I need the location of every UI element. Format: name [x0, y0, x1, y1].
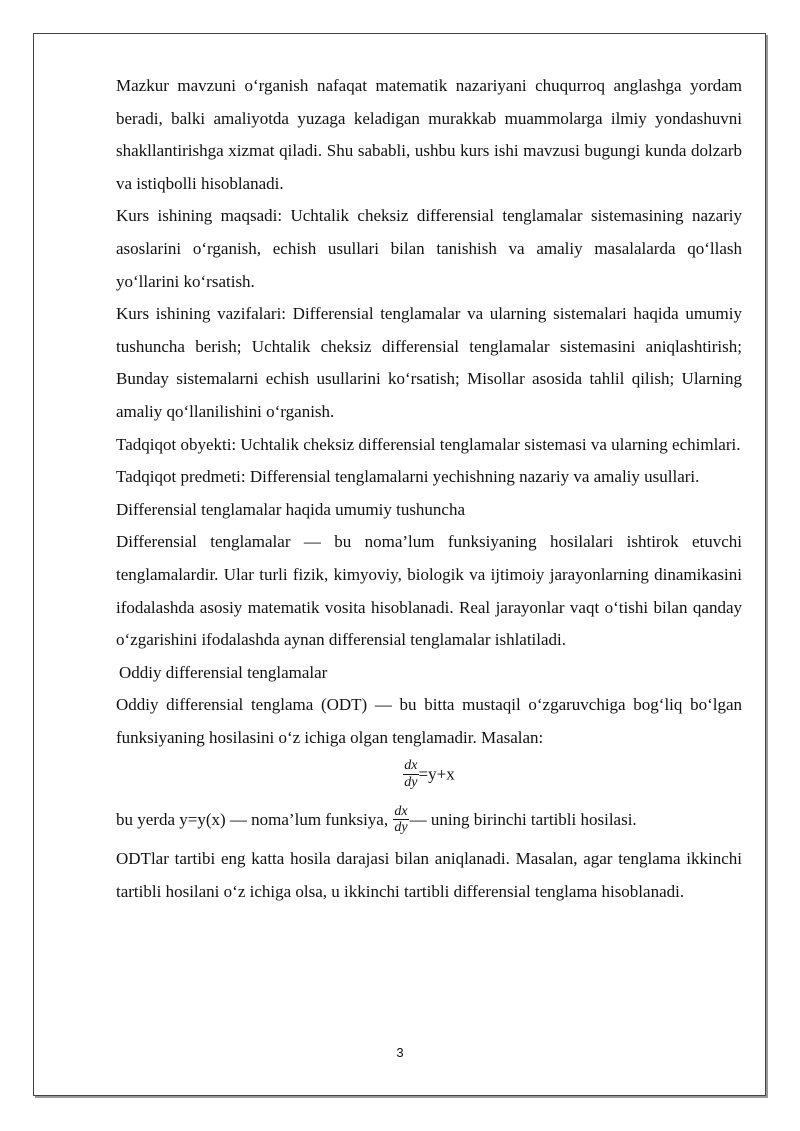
fraction-numerator: dx — [404, 758, 418, 774]
equation-rhs: =y+x — [418, 764, 455, 784]
explanation-text-after: — uning birinchi tartibli hosilasi. — [409, 810, 637, 830]
inline-fraction-denominator: dy — [394, 820, 408, 836]
inline-derivative-fraction — [393, 804, 408, 835]
page-number: 3 — [396, 1045, 404, 1060]
document-body — [116, 70, 742, 908]
object-paragraph: Tadqiqot obyekti: Uchtalik cheksiz differensial tenglamalar sistemasi va ularning echimlari. — [116, 434, 741, 454]
goal-paragraph: Kurs ishining maqsadi: Uchtalik cheksiz differensial tenglamalar sistemasining nazariy asoslarini o‘rganish, echish usullari bilan tanishish va amaliy masalalarda qo‘llash yo‘llarini ko‘rsatish. — [116, 206, 742, 291]
explanation-paragraph — [116, 804, 742, 837]
inline-fraction-numerator: dx — [394, 804, 408, 820]
section-heading-ode: Oddiy differensial tenglamalar — [119, 662, 328, 682]
order-paragraph: ODTlar tartibi eng katta hosila darajasi bilan aniqlanadi. Masalan, agar tenglama ikkinchi tartibli hosilani o‘z ichiga olsa, u ikkinchi tartibli differensial tenglama hisoblanadi. — [116, 849, 742, 901]
example-equation — [116, 758, 742, 798]
ode-definition-paragraph: Oddiy differensial tenglama (ODT) — bu bitta mustaqil o‘zgaruvchiga bog‘liq bo‘lgan funksiyaning hosilasini o‘z ichiga olgan tenglamadir. Masalan: — [116, 695, 742, 747]
de-definition-paragraph: Differensial tenglamalar — bu noma’lum funksiyaning hosilalari ishtirok etuvchi tenglamalardir. Ular turli fizik, kimyoviy, biologik va ijtimoiy jarayonlarning dinamikasini ifodalashda asosiy matematik vosita hisoblanadi. Real jarayonlar vaqt o‘tishi bilan qanday o‘zgarishini ifodalashda aynan differensial tenglamalar ishlatiladi. — [116, 532, 742, 650]
tasks-paragraph: Kurs ishining vazifalari: Differensial tenglamalar va ularning sistemalari haqida umumiy tushuncha berish; Uchtalik cheksiz differensial tenglamalar sistemasini aniqlashtirish; Bunday sistemalarni echish usullarini ko‘rsatish; Misollar asosida tahlil qilish; Ularning amaliy qo‘llanilishini o‘rganish. — [116, 304, 742, 421]
fraction-denominator: dy — [404, 775, 418, 791]
subject-paragraph: Tadqiqot predmeti: Differensial tenglamalarni yechishning nazariy va amaliy usullari. — [116, 467, 700, 487]
intro-paragraph: Mazkur mavzuni o‘rganish nafaqat matematik nazariyani chuqurroq anglashga yordam beradi, balki amaliyotda yuzaga keladigan murakkab muammolarga ilmiy yondashuvni shakllantirishga xizmat qiladi. Shu sababli, ushbu kurs ishi mavzusi bugungi kunda dolzarb va istiqbolli hisoblanadi. — [116, 76, 742, 193]
derivative-fraction — [403, 758, 418, 791]
explanation-text-before: bu yerda y=y(x) — noma’lum funksiya, — [116, 810, 393, 830]
section-heading-de-general: Differensial tenglamalar haqida umumiy tushuncha — [116, 499, 466, 519]
